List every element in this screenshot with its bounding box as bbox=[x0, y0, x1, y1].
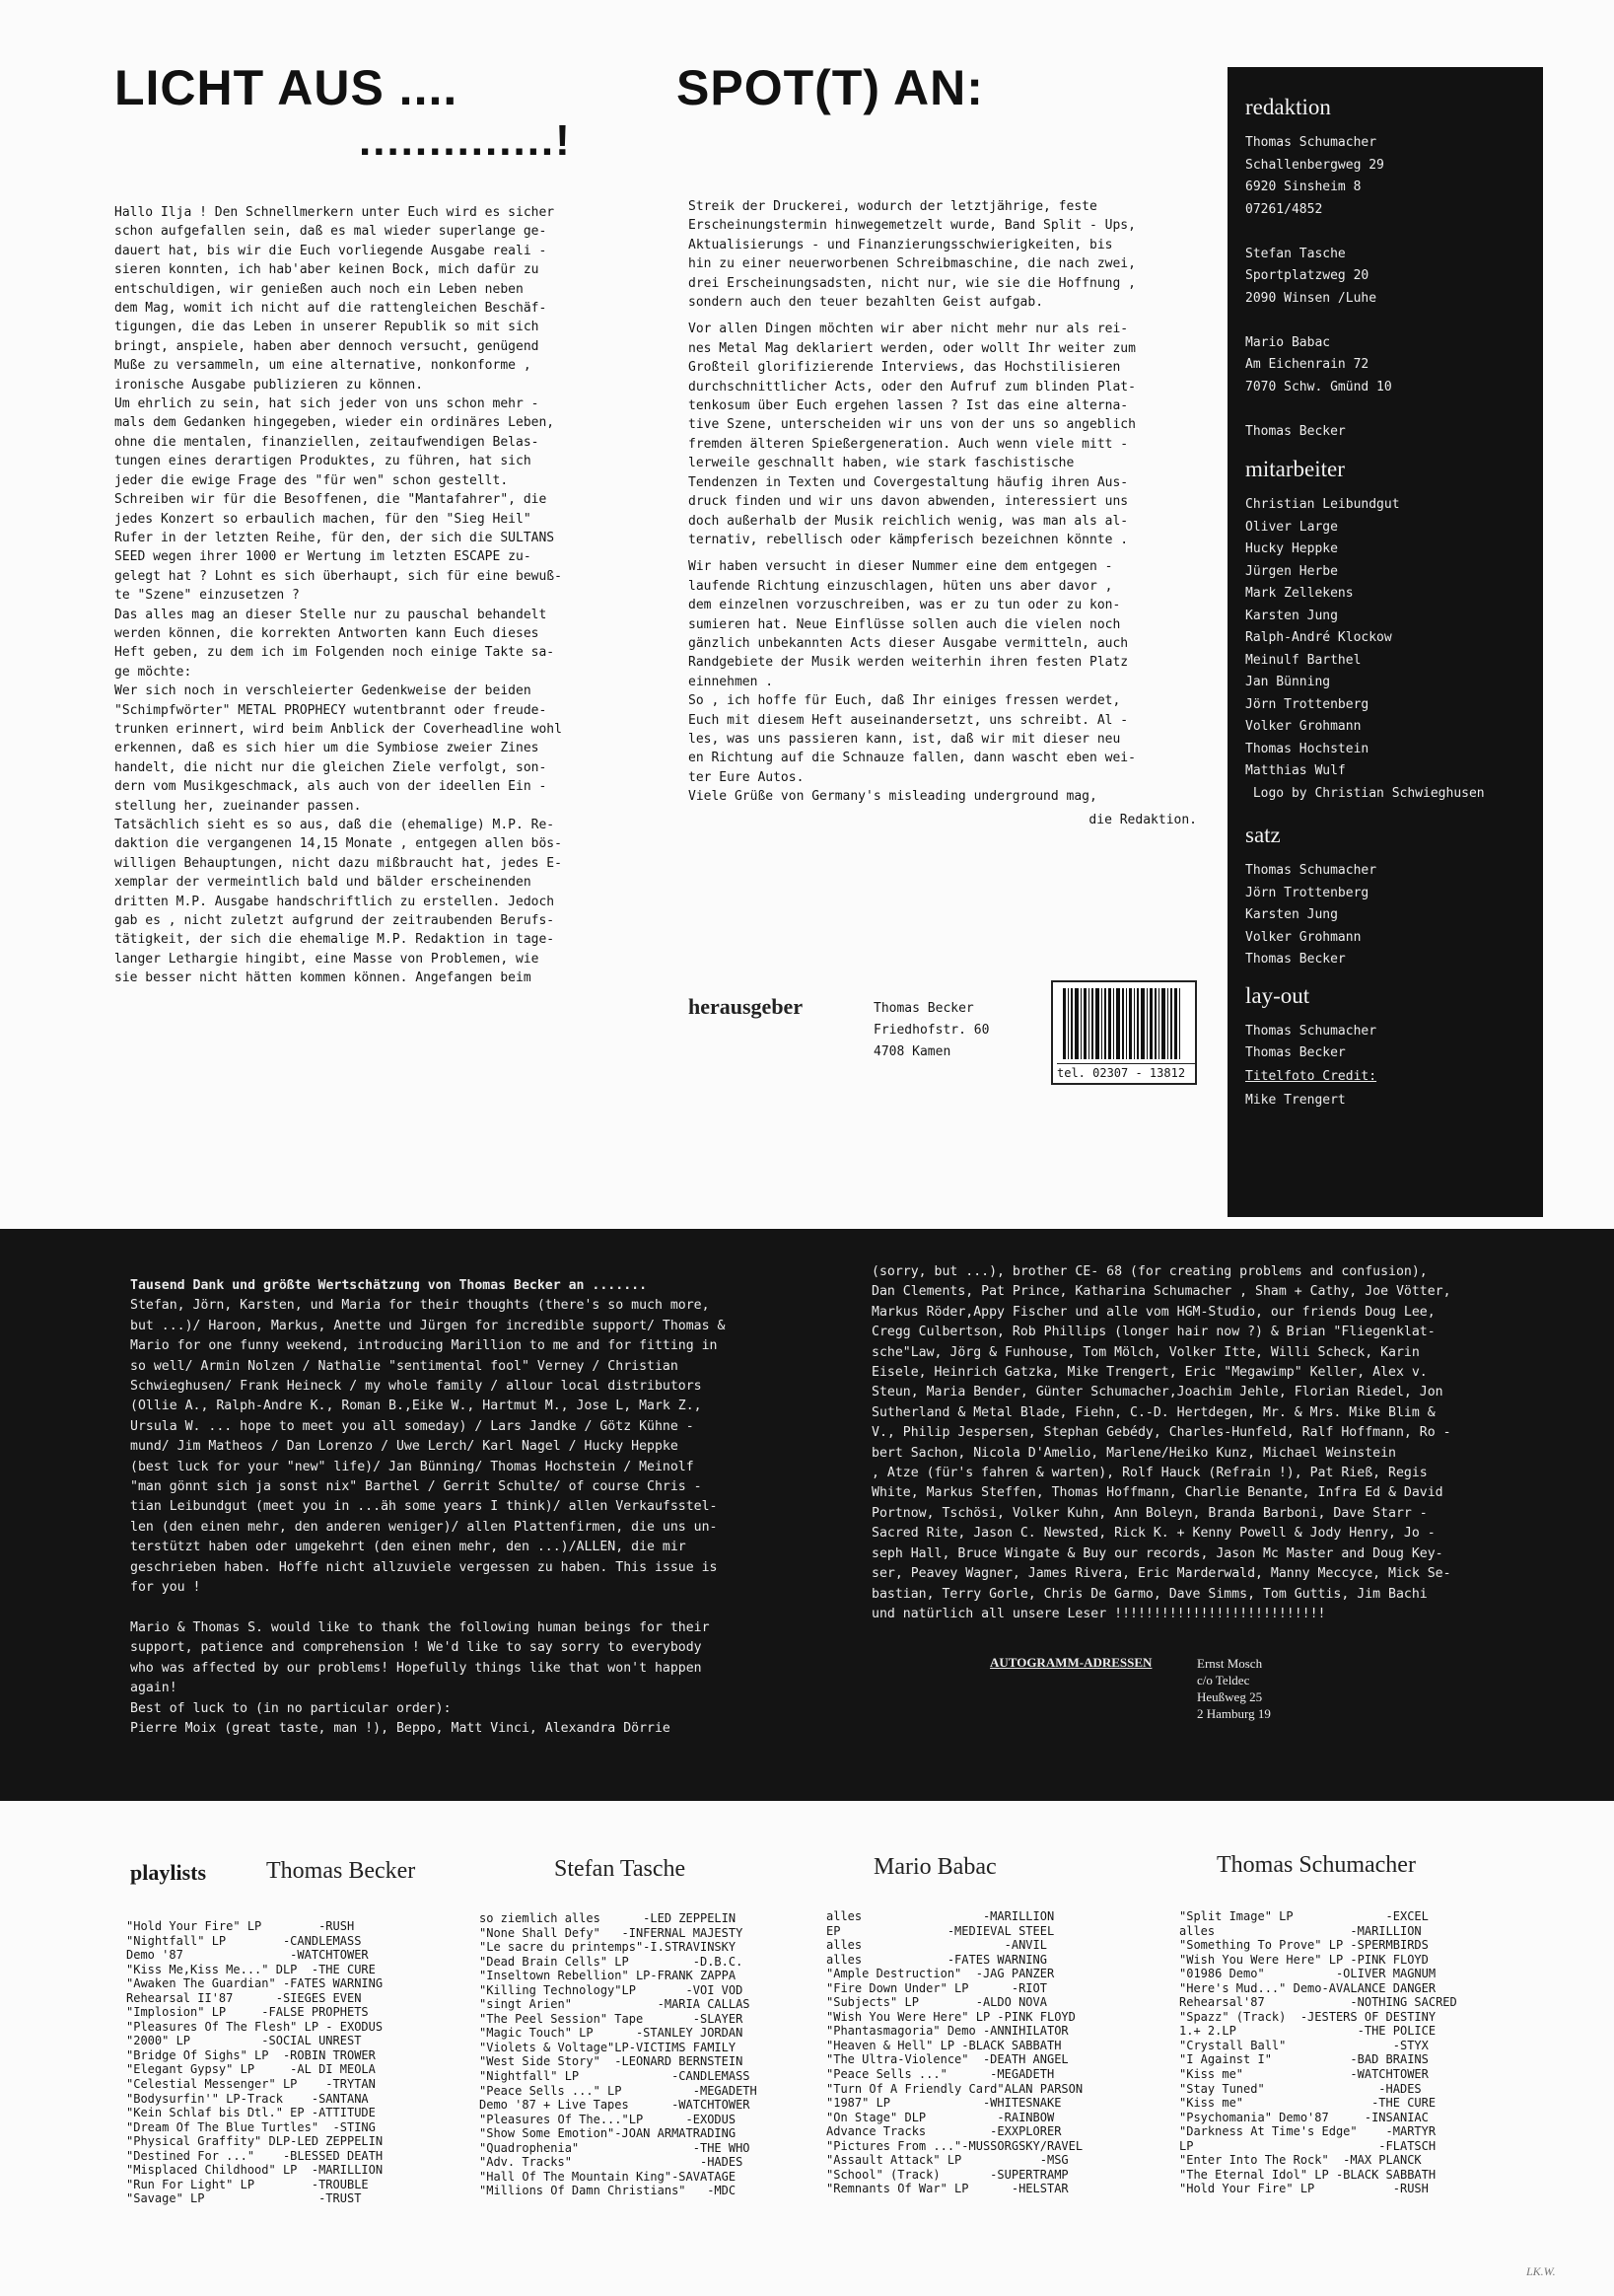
signoff: die Redaktion. bbox=[1088, 812, 1197, 827]
playlist-item: "Heaven & Hell" LP -BLACK SABBATH bbox=[826, 2038, 1062, 2052]
playlist-item: "Killing Technology"LP -VOI VOD bbox=[479, 1982, 743, 1997]
playlist-item: "2000" LP -SOCIAL UNREST bbox=[126, 2034, 362, 2048]
editorial-para-3 bbox=[688, 557, 1211, 806]
playlist-item: "Le sacre du printemps"-I.STRAVINSKY bbox=[479, 1940, 737, 1955]
text-line: nes Metal Mag deklariert werden, oder wollt Ihr weiter zum bbox=[688, 340, 1136, 356]
playlist-item: "Physical Graffity" DLP-LED ZEPPELIN bbox=[126, 2134, 384, 2149]
editorial-column-1 bbox=[114, 203, 652, 988]
playlist-item: "Kiss me" -WATCHTOWER bbox=[1179, 2067, 1429, 2082]
text-line: Erscheinungstermin hinwegemetzelt wurde, Band Split - Ups, bbox=[688, 218, 1136, 234]
herausgeber-label: herausgeber bbox=[688, 994, 804, 1019]
text-line: sondern auch den teuer bezahlten Geist aufgab. bbox=[688, 295, 1044, 311]
thanks-line: seph Hall, Bruce Wingate & Buy our records, Jason Mc Master and Doug Key- bbox=[872, 1545, 1443, 1561]
staff-line: Karsten Jung bbox=[1245, 907, 1338, 922]
staff-line: 7070 Schw. Gmünd 10 bbox=[1245, 379, 1392, 395]
text-line: schon aufgefallen sein, daß es mal wieder superlange ge- bbox=[114, 224, 547, 240]
autogramm-label: AUTOGRAMM-ADRESSEN bbox=[990, 1655, 1153, 1670]
thanks-line: Schwieghusen/ Frank Heineck / my whole family / allour local distributors bbox=[130, 1379, 702, 1395]
staff-sidebar bbox=[1228, 67, 1543, 1217]
editorial-para-1 bbox=[688, 197, 1211, 312]
playlist-item: "Violets & Voltage"LP-VICTIMS FAMILY bbox=[479, 2040, 737, 2054]
staff-line: Jan Bünning bbox=[1245, 675, 1331, 689]
playlist-item: "Spazz" (Track) -JESTERS OF DESTINY bbox=[1179, 2009, 1437, 2024]
thanks-line: ser, Peavey Wagner, James Rivera, Eric Marderwald, Manny Meccyce, Mick Se- bbox=[872, 1566, 1451, 1582]
text-line: stellung her, zueinander passen. bbox=[114, 798, 362, 814]
staff-line: Schallenbergweg 29 bbox=[1245, 157, 1384, 173]
text-line: doch außerhalb der Musik reichlich wenig, was man als al- bbox=[688, 513, 1129, 529]
playlist-item: Demo '87 + Live Tapes -WATCHTOWER bbox=[479, 2098, 750, 2113]
text-line: dritten M.P. Ausgabe handschriftlich zu erstellen. Jedoch bbox=[114, 894, 555, 909]
text-line: te "Szene" einzusetzen ? bbox=[114, 588, 300, 604]
barcode-phone: tel. 02307 - 13812 bbox=[1057, 1063, 1195, 1080]
thanks-line: Eisele, Heinrich Gatzka, Mike Trengert, Eric "Megawimp" Keller, Alex v. bbox=[872, 1365, 1428, 1381]
thanks-line: bert Sachon, Nicola D'Amelio, Marlene/Heiko Kunz, Michael Weinstein bbox=[872, 1445, 1396, 1461]
text-line: dern vom Musikgeschmack, als auch von der ideellen Ein - bbox=[114, 779, 547, 795]
thanks-line: sche"Law, Jörg & Funhouse, Tom Mölch, Volker Itte, Willi Scheck, Karin bbox=[872, 1344, 1420, 1360]
playlist-item: "Phantasmagoria" Demo -ANNIHILATOR bbox=[826, 2024, 1069, 2039]
text-line: Wir haben versucht in dieser Nummer eine dem entgegen - bbox=[688, 559, 1113, 575]
thanks-line: Pierre Moix (great taste, man !), Beppo, Matt Vinci, Alexandra Dörrie bbox=[130, 1720, 670, 1736]
playlist-item: "Pictures From ..."-MUSSORGSKY/RAVEL bbox=[826, 2138, 1084, 2153]
thanks-line: Portnow, Tschösi, Volker Kuhn, Ann Boleyn, Branda Barboni, Dave Starr - bbox=[872, 1505, 1428, 1521]
playlist-item: "Crystall Ball" -STYX bbox=[1179, 2038, 1429, 2052]
playlist-item: alles -MARILLION bbox=[1179, 1923, 1422, 1938]
staff-line: Thomas Hochstein bbox=[1245, 741, 1369, 756]
playlist-item: alles -FATES WARNING bbox=[826, 1952, 1047, 1967]
staff-line: Karsten Jung bbox=[1245, 608, 1338, 623]
text-line: Euch mit diesem Heft auseinandersetzt, uns schreibt. Al - bbox=[688, 712, 1129, 728]
playlist-item: "Hold Your Fire" LP -RUSH bbox=[126, 1919, 355, 1933]
staff-line: Thomas Schumacher bbox=[1245, 1023, 1377, 1039]
staff-line: Thomas Becker bbox=[1245, 1045, 1346, 1060]
thanks-line: White, Markus Steffen, Thomas Hoffmann, Charlie Benante, Infra Ed & David bbox=[872, 1485, 1443, 1501]
staff-line: Jörn Trottenberg bbox=[1245, 696, 1369, 712]
staff-line: Oliver Large bbox=[1245, 519, 1338, 535]
thanks-line: so well/ Armin Nolzen / Nathalie "sentimental fool" Verney / Christian bbox=[130, 1358, 678, 1374]
playlist-item: "Assault Attack" LP -MSG bbox=[826, 2153, 1069, 2168]
playlist-item: "Destined For ..." -BLESSED DEATH bbox=[126, 2148, 384, 2163]
titelfoto-credit: Mike Trengert bbox=[1245, 1093, 1346, 1108]
headline-right: SPOT(T) AN: bbox=[676, 60, 984, 115]
text-line: werden können, die korrekten Antworten kann Euch dieses bbox=[114, 625, 539, 641]
address-line: Thomas Becker bbox=[874, 1001, 974, 1016]
text-line: willigen Behauptungen, nicht dazu mißbraucht hat, jedes E- bbox=[114, 855, 562, 871]
thanks-line: (best luck for your "new" life)/ Jan Bünning/ Thomas Hochstein / Meinolf bbox=[130, 1459, 694, 1474]
text-line: langer Lethargie hingibt, eine Masse von Problemen, wie bbox=[114, 951, 539, 967]
text-line: sieren konnten, ich hab'aber keinen Bock, mich dafür zu bbox=[114, 262, 539, 278]
playlist-item: "Dead Brain Cells" LP -D.B.C. bbox=[479, 1954, 743, 1969]
text-line: Randgebiete der Musik werden weiterhin ihren festen Platz bbox=[688, 655, 1129, 671]
playlist-item: "Celestial Messenger" LP -TRYTAN bbox=[126, 2077, 376, 2092]
thanks-line: "man gönnt sich ja sonst nix" Barthel / Gerrit Schulte/ of course Chris - bbox=[130, 1479, 702, 1495]
text-line: bringt, anspiele, haben aber dennoch versucht, genügend bbox=[114, 338, 539, 354]
staff-line: Sportplatzweg 20 bbox=[1245, 268, 1369, 283]
playlist-item: "Nightfall" LP -CANDLEMASS bbox=[479, 2069, 750, 2084]
text-line: ohne die mentalen, finanziellen, zeitaufwendigen Belas- bbox=[114, 434, 539, 450]
text-line: drei Erscheinungsadsten, nicht nur, wie sie die Hoffnung , bbox=[688, 275, 1136, 291]
playlist-item: "Implosion" LP -FALSE PROPHETS bbox=[126, 2005, 369, 2020]
text-line: druck finden und wir uns davon abwenden, interessiert uns bbox=[688, 494, 1129, 510]
thanks-line: (Ollie A., Ralph-Andre K., Roman B.,Eike W., Hartmut M., Jose L, Mark Z., bbox=[130, 1399, 702, 1414]
text-line: tive Szene, unterscheiden wir uns von der uns so angeblich bbox=[688, 417, 1136, 433]
playlist-item: "01986 Demo" -OLIVER MAGNUM bbox=[1179, 1967, 1437, 1981]
staff-line: Thomas Schumacher bbox=[1245, 863, 1377, 878]
playlist-item: "Here's Mud..." Demo-AVALANCE DANGER bbox=[1179, 1980, 1437, 1995]
playlist-column-3 bbox=[826, 1909, 1083, 2196]
thanks-line: Sutherland & Metal Blade, Fiehn, C.-D. Hertdegen, Mr. & Mrs. Mike Blim & bbox=[872, 1404, 1436, 1420]
staff-line: Thomas Schumacher bbox=[1245, 135, 1377, 150]
thanks-line: Tausend Dank und größte Wertschätzung von Thomas Becker an ....... bbox=[130, 1278, 648, 1293]
thanks-line: Stefan, Jörn, Karsten, und Maria for their thoughts (there's so much more, bbox=[130, 1298, 710, 1314]
staff-line: Matthias Wulf bbox=[1245, 763, 1346, 778]
thanks-left-column bbox=[130, 1276, 725, 1739]
text-line: Aktualisierungs - und Finanzierungsschwierigkeiten, bis bbox=[688, 237, 1113, 252]
layout-list bbox=[1245, 1021, 1531, 1065]
playlist-item: "Dream Of The Blue Turtles" -STING bbox=[126, 2119, 376, 2134]
text-line: Schreiben wir für die Besoffenen, die "Mantafahrer", die bbox=[114, 492, 547, 508]
playlist-item: "Millions Of Damn Christians" -MDC bbox=[479, 2184, 737, 2198]
thanks-line: Cregg Culbertson, Rob Phillips (longer hair now ?) & Brian "Fliegenklat- bbox=[872, 1325, 1436, 1340]
redaktion-list bbox=[1245, 132, 1531, 443]
staff-line: Meinulf Barthel bbox=[1245, 652, 1362, 668]
satz-heading: satz bbox=[1245, 823, 1281, 847]
playlist-item: "On Stage" DLP -RAINBOW bbox=[826, 2110, 1055, 2124]
playlist-item: "Inseltown Rebellion" LP-FRANK ZAPPA bbox=[479, 1969, 737, 1983]
playlist-item: "Ample Destruction" -JAG PANZER bbox=[826, 1967, 1055, 1981]
text-line: So , ich hoffe für Euch, daß Ihr einiges fressen werdet, bbox=[688, 693, 1121, 709]
thanks-line: V., Philip Jespersen, Stephan Gebédy, Charles-Hunfeld, Ralf Hoffmann, Ro - bbox=[872, 1425, 1451, 1441]
playlist-item: "Turn Of A Friendly Card"ALAN PARSON bbox=[826, 2081, 1084, 2096]
text-line: fremden älteren Spießergeneration. Auch wenn viele mitt - bbox=[688, 436, 1129, 452]
address-line: Heußweg 25 bbox=[1197, 1689, 1263, 1704]
text-line: durchschnittlicher Acts, oder den Aufruf zum blinden Plat- bbox=[688, 379, 1136, 395]
text-line: entschuldigen, wir genießen auch noch ein Leben neben bbox=[114, 281, 524, 297]
text-line: en Richtung auf die Schnauze fallen, dann wascht eben wei- bbox=[688, 751, 1136, 766]
text-line: xemplar der vermeintlich bald und bälder erscheinenden bbox=[114, 875, 531, 891]
text-line: erkennen, daß es sich hier um die Symbiose zweier Zines bbox=[114, 741, 539, 756]
text-line: ge möchte: bbox=[114, 664, 192, 680]
playlist-item: "Run For Light" LP -TROUBLE bbox=[126, 2177, 369, 2191]
playlist-item: "Bodysurfin'" LP-Track -SANTANA bbox=[126, 2091, 369, 2106]
playlist-column-1 bbox=[126, 1919, 383, 2206]
barcode-graphic bbox=[1063, 988, 1201, 1061]
playlist-item: Advance Tracks -EXXPLORER bbox=[826, 2124, 1062, 2139]
playlist-item: "Subjects" LP -ALDO NOVA bbox=[826, 1995, 1047, 2010]
text-line: SEED wegen ihrer 1000 er Wertung im letzten ESCAPE zu- bbox=[114, 549, 531, 565]
playlist-heading-4: Thomas Schumacher bbox=[1217, 1852, 1416, 1878]
playlist-item: "The Ultra-Violence" -DEATH ANGEL bbox=[826, 2052, 1069, 2067]
thanks-right-column bbox=[872, 1262, 1451, 1624]
playlist-item: alles -MARILLION bbox=[826, 1909, 1055, 1923]
text-line: Tendenzen in Texten und Covergestaltung häufig ihren Aus- bbox=[688, 474, 1129, 490]
playlist-item: "Psychomania" Demo'87 -INSANIAC bbox=[1179, 2110, 1429, 2124]
text-line: handelt, die nicht nur die gleichen Ziele verfolgt, son- bbox=[114, 759, 547, 775]
text-line: einnehmen . bbox=[688, 674, 774, 689]
playlist-item: "1987" LP -WHITESNAKE bbox=[826, 2096, 1062, 2111]
thanks-line: for you ! bbox=[130, 1580, 201, 1596]
text-line: trunken erinnert, wird beim Anblick der Coverheadline wohl bbox=[114, 721, 562, 737]
playlist-item: "Something To Prove" LP -SPERMBIRDS bbox=[1179, 1938, 1429, 1953]
text-line: hin zu einer neuerworbenen Schreibmaschine, die nach zwei, bbox=[688, 256, 1136, 272]
thanks-line: len (den einen mehr, den anderen weniger)/ allen Plattenfirmen, die uns un- bbox=[130, 1519, 718, 1535]
text-line: ter Eure Autos. bbox=[688, 769, 805, 785]
address-line: Friedhofstr. 60 bbox=[874, 1023, 990, 1038]
playlist-item: "Magic Touch" LP -STANLEY JORDAN bbox=[479, 2026, 743, 2041]
playlist-item: "Remnants Of War" LP -HELSTAR bbox=[826, 2182, 1069, 2196]
thanks-line: , Atze (für's fahren & warten), Rolf Hauck (Refrain !), Pat Rieß, Regis bbox=[872, 1466, 1428, 1481]
thanks-line: Best of luck to (in no particular order): bbox=[130, 1700, 452, 1716]
text-line: tätigkeit, der sich die ehemalige M.P. Redaktion in tage- bbox=[114, 932, 555, 948]
playlist-item: "School" (Track) -SUPERTRAMP bbox=[826, 2167, 1069, 2182]
text-line: dem einzelnen vorzuschreiben, was er zu tun oder zu kon- bbox=[688, 598, 1121, 613]
playlist-item: alles -ANVIL bbox=[826, 1938, 1047, 1953]
staff-line: Christian Leibundgut bbox=[1245, 497, 1400, 512]
thanks-line: Mario & Thomas S. would like to thank the following human beings for their bbox=[130, 1619, 710, 1635]
playlist-item: "Kiss me" -THE CURE bbox=[1179, 2096, 1437, 2111]
staff-line: Am Eichenrain 72 bbox=[1245, 357, 1369, 372]
text-line: tigungen, die das Leben in unserer Republik so mit sich bbox=[114, 320, 539, 335]
playlist-item: "Adv. Tracks" -HADES bbox=[479, 2155, 743, 2170]
text-line: Das alles mag an dieser Stelle nur zu pauschal behandelt bbox=[114, 607, 547, 622]
staff-line: Volker Grohmann bbox=[1245, 929, 1362, 945]
staff-line: Stefan Tasche bbox=[1245, 246, 1346, 261]
staff-line bbox=[1245, 310, 1531, 332]
staff-line: Jörn Trottenberg bbox=[1245, 885, 1369, 900]
address-line: c/o Teldec bbox=[1197, 1673, 1250, 1687]
playlist-item: Rehearsal'87 -NOTHING SACRED bbox=[1179, 1995, 1457, 2010]
headline-dots: ..............! bbox=[359, 116, 572, 165]
playlist-item: Demo '87 -WATCHTOWER bbox=[126, 1948, 369, 1963]
thanks-line: mund/ Jim Matheos / Dan Lorenzo / Uwe Lerch/ Karl Nagel / Hucky Heppke bbox=[130, 1439, 678, 1455]
thanks-band bbox=[0, 1229, 1614, 1801]
playlist-heading-1: Thomas Becker bbox=[266, 1858, 416, 1884]
text-line: Hallo Ilja ! Den Schnellmerkern unter Euch wird es sicher bbox=[114, 205, 555, 220]
thanks-line: und natürlich all unsere Leser !!!!!!!!!!!!!!!!!!!!!!!!!!! bbox=[872, 1606, 1326, 1621]
text-line: tungen eines derartigen Produktes, zu führen, hat sich bbox=[114, 454, 531, 469]
playlist-item: "Hold Your Fire" LP -RUSH bbox=[1179, 2182, 1429, 2196]
playlist-item: "Kein Schlaf bis Dtl." EP -ATTITUDE bbox=[126, 2106, 376, 2120]
playlist-item: "Awaken The Guardian" -FATES WARNING bbox=[126, 1976, 384, 1991]
thanks-line: who was affected by our problems! Hopefully things like that won't happen bbox=[130, 1660, 702, 1676]
playlist-item: "Darkness At Time's Edge" -MARTYR bbox=[1179, 2124, 1437, 2139]
mitarbeiter-heading: mitarbeiter bbox=[1245, 457, 1345, 481]
thanks-line: tian Leibundgut (meet you in ...äh some years I think)/ allen Verkaufsstel- bbox=[130, 1499, 718, 1515]
playlist-item: "Peace Sells ..." LP -MEGADETH bbox=[479, 2083, 757, 2098]
redaktion-heading: redaktion bbox=[1245, 95, 1331, 119]
text-line: ironische Ausgabe publizieren zu können. bbox=[114, 377, 424, 393]
thanks-line: Markus Röder,Appy Fischer und alle vom HGM-Studio, our friends Doug Lee, bbox=[872, 1304, 1436, 1320]
corner-initials: LK.W. bbox=[1526, 2264, 1556, 2278]
staff-line: Jürgen Herbe bbox=[1245, 563, 1338, 579]
text-line: "Schimpfwörter" METAL PROPHECY wutentbrannt oder freude- bbox=[114, 702, 547, 718]
thanks-line: Ursula W. ... hope to meet you all someday) / Lars Jandke / Götz Kühne - bbox=[130, 1418, 694, 1434]
playlist-item: "The Eternal Idol" LP -BLACK SABBATH bbox=[1179, 2167, 1437, 2182]
text-line: Heft geben, zu dem ich im Folgenden noch einige Takte sa- bbox=[114, 645, 555, 661]
staff-line: 07261/4852 bbox=[1245, 201, 1323, 217]
playlist-item: "Wish You Were Here" LP -PINK FLOYD bbox=[1179, 1952, 1429, 1967]
staff-line: Mark Zellekens bbox=[1245, 586, 1354, 601]
text-line: Vor allen Dingen möchten wir aber nicht mehr nur als rei- bbox=[688, 322, 1129, 337]
text-line: dem Mag, womit ich nicht auf die rattengleichen Beschäf- bbox=[114, 301, 547, 317]
editorial-column-2 bbox=[688, 197, 1211, 829]
staff-line: Ralph-André Klockow bbox=[1245, 630, 1392, 645]
text-line: Tatsächlich sieht es so aus, daß die (ehemalige) M.P. Re- bbox=[114, 818, 555, 832]
thanks-line: Mario for one funny weekend, introducing Marillion to me and for fitting in bbox=[130, 1338, 718, 1354]
playlist-column-2 bbox=[479, 1911, 757, 2198]
text-line: Streik der Druckerei, wodurch der letztjährige, feste bbox=[688, 199, 1097, 214]
playlist-item: "Savage" LP -TRUST bbox=[126, 2191, 362, 2206]
staff-line: Mario Babac bbox=[1245, 334, 1331, 350]
thanks-line: bastian, Terry Gorle, Chris De Garmo, Dave Simms, Tom Guttis, Jim Bachi bbox=[872, 1586, 1428, 1602]
playlist-item: "Nightfall" LP -CANDLEMASS bbox=[126, 1933, 362, 1948]
thanks-line: but ...)/ Haroon, Markus, Anette und Jürgen for incredible support/ Thomas & bbox=[130, 1318, 726, 1333]
thanks-line: Dan Clements, Pat Prince, Katharina Schumacher , Sham + Cathy, Joe Vötter, bbox=[872, 1284, 1451, 1300]
address-line: Ernst Mosch bbox=[1197, 1656, 1263, 1671]
playlist-item: "Misplaced Childhood" LP -MARILLION bbox=[126, 2163, 384, 2178]
thanks-line bbox=[130, 1599, 725, 1618]
staff-line: Thomas Becker bbox=[1245, 423, 1346, 439]
text-line: tenkosum über Euch ergehen lassen ? Ist das eine alterna- bbox=[688, 398, 1129, 414]
text-line: ternativ, rebellisch oder kämpferisch bezeichnen könnte . bbox=[688, 532, 1129, 547]
thanks-line: geschrieben haben. Hoffe nicht allzuviele vergessen zu haben. This issue is bbox=[130, 1559, 718, 1575]
playlist-item: "None Shall Defy" -INFERNAL MAJESTY bbox=[479, 1925, 743, 1940]
text-line: sumieren hat. Neue Einflüsse sollen auch die vielen noch bbox=[688, 616, 1121, 632]
playlist-item: EP -MEDIEVAL STEEL bbox=[826, 1923, 1055, 1938]
text-line: Um ehrlich zu sein, hat sich jeder von uns schon mehr - bbox=[114, 396, 539, 412]
playlist-item: "singt Arien" -MARIA CALLAS bbox=[479, 1997, 750, 2012]
playlist-item: "Pleasures Of The..."LP -EXODUS bbox=[479, 2112, 737, 2126]
titelfoto-label: Titelfoto Credit: bbox=[1245, 1068, 1377, 1084]
text-line: jedes Konzert so erbaulich machen, für den "Sieg Heil" bbox=[114, 511, 531, 527]
playlist-item: "Bridge Of Sighs" LP -ROBIN TROWER bbox=[126, 2047, 376, 2062]
text-line: jeder die ewige Frage des "für wen" schon gestellt. bbox=[114, 472, 509, 488]
herausgeber-address bbox=[874, 998, 989, 1063]
mitarbeiter-list bbox=[1245, 494, 1531, 805]
address-line: 4708 Kamen bbox=[874, 1044, 951, 1059]
text-line: Wer sich noch in verschleierter Gedenkweise der beiden bbox=[114, 683, 531, 699]
text-line: gänzlich unbekannten Acts dieser Ausgabe vermitteln, auch bbox=[688, 635, 1129, 651]
playlists-label: playlists bbox=[130, 1860, 207, 1885]
playlist-item: LP -FLATSCH bbox=[1179, 2138, 1437, 2153]
headline-left: LICHT AUS .... bbox=[114, 60, 458, 115]
staff-line: Thomas Becker bbox=[1245, 952, 1346, 967]
text-line: laufende Richtung einzuschlagen, hüten uns aber davor , bbox=[688, 578, 1113, 594]
staff-line: Hucky Heppke bbox=[1245, 541, 1338, 556]
staff-line: Volker Grohmann bbox=[1245, 719, 1362, 734]
playlist-item: "Split Image" LP -EXCEL bbox=[1179, 1909, 1429, 1923]
barcode-box bbox=[1051, 980, 1197, 1085]
playlist-item: "Peace Sells ..." -MEGADETH bbox=[826, 2067, 1055, 2082]
playlist-column-4 bbox=[1179, 1909, 1457, 2196]
playlist-item: "Enter Into The Rock" -MAX PLANCK bbox=[1179, 2153, 1422, 2168]
thanks-line: Sacred Rite, Jason C. Newsted, Rick K. + Kenny Powell & Jody Henry, Jo - bbox=[872, 1526, 1436, 1542]
staff-line: 2090 Winsen /Luhe bbox=[1245, 290, 1377, 306]
text-line: Muße zu versammeln, um eine alternative, nonkonforme , bbox=[114, 358, 531, 374]
thanks-line: support, patience and comprehension ! We'd like to say sorry to everybody bbox=[130, 1640, 702, 1656]
playlist-item: "Wish You Were Here" LP -PINK FLOYD bbox=[826, 2009, 1076, 2024]
text-line: Rufer in der letzten Reihe, für den, der sich die SULTANS bbox=[114, 530, 555, 545]
playlist-item: "The Peel Session" Tape -SLAYER bbox=[479, 2011, 743, 2026]
thanks-line: (sorry, but ...), brother CE- 68 (for creating problems and confusion), bbox=[872, 1264, 1428, 1279]
staff-line: 6920 Sinsheim 8 bbox=[1245, 179, 1362, 194]
autogramm-address bbox=[1197, 1655, 1271, 1722]
text-line: dauert hat, bis wir die Euch vorliegende Ausgabe reali - bbox=[114, 243, 547, 258]
playlist-item: "I Against I" -BAD BRAINS bbox=[1179, 2052, 1429, 2067]
playlist-item: "Pleasures Of The Flesh" LP - EXODUS bbox=[126, 2019, 384, 2034]
text-line: gelegt hat ? Lohnt es sich überhaupt, sich für eine bewuß- bbox=[114, 568, 562, 584]
address-line: 2 Hamburg 19 bbox=[1197, 1706, 1271, 1721]
playlist-item: "Show Some Emotion"-JOAN ARMATRADING bbox=[479, 2126, 737, 2141]
text-line: Viele Grüße von Germany's misleading underground mag, bbox=[688, 789, 1097, 805]
playlist-item: 1.+ 2.LP -THE POLICE bbox=[1179, 2024, 1437, 2039]
thanks-line: Steun, Maria Bender, Günter Schumacher,Joachim Jehle, Florian Riedel, Jon bbox=[872, 1385, 1443, 1400]
staff-line: Logo by Christian Schwieghusen bbox=[1245, 785, 1485, 801]
thanks-line: terstützt haben oder umgekehrt (den einen mehr, den ...)/ALLEN, die mir bbox=[130, 1540, 686, 1555]
satz-list bbox=[1245, 860, 1531, 971]
text-line: daktion die vergangenen 14,15 Monate , entgegen allen bös- bbox=[114, 836, 562, 852]
staff-line bbox=[1245, 221, 1531, 244]
playlist-item: "Fire Down Under" LP -RIOT bbox=[826, 1980, 1047, 1995]
thanks-line: again! bbox=[130, 1681, 177, 1696]
playlist-heading-3: Mario Babac bbox=[874, 1854, 997, 1880]
playlist-item: "Elegant Gypsy" LP -AL DI MEOLA bbox=[126, 2062, 376, 2077]
playlist-item: "Quadrophenia" -THE WHO bbox=[479, 2140, 750, 2155]
playlist-item: Rehearsal II'87 -SIEGES EVEN bbox=[126, 1990, 362, 2005]
text-line: gab es , nicht zuletzt aufgrund der zeitraubenden Berufs- bbox=[114, 913, 555, 929]
playlist-item: so ziemlich alles -LED ZEPPELIN bbox=[479, 1911, 737, 1925]
playlist-heading-2: Stefan Tasche bbox=[554, 1856, 686, 1882]
playlist-item: "West Side Story" -LEONARD BERNSTEIN bbox=[479, 2054, 743, 2069]
text-line: mals dem Gedanken hingegeben, wieder ein ordinäres Leben, bbox=[114, 415, 555, 431]
text-line: Großteil glorifizierende Interviews, das Hochstilisieren bbox=[688, 360, 1121, 376]
editorial-para-2 bbox=[688, 320, 1211, 549]
text-line: les, was uns passieren kann, ist, daß wir mit dieser neu bbox=[688, 731, 1121, 747]
playlist-item: "Stay Tuned" -HADES bbox=[1179, 2081, 1422, 2096]
staff-line bbox=[1245, 398, 1531, 421]
layout-heading: lay-out bbox=[1245, 982, 1310, 1008]
text-line: lerweile geschnallt haben, wie stark faschistische bbox=[688, 456, 1075, 471]
playlist-item: "Kiss Me,Kiss Me..." DLP -THE CURE bbox=[126, 1962, 376, 1976]
text-line: sie besser nicht hätten kommen können. Angefangen beim bbox=[114, 970, 531, 986]
playlist-item: "Hall Of The Mountain King"-SAVATAGE bbox=[479, 2169, 737, 2184]
